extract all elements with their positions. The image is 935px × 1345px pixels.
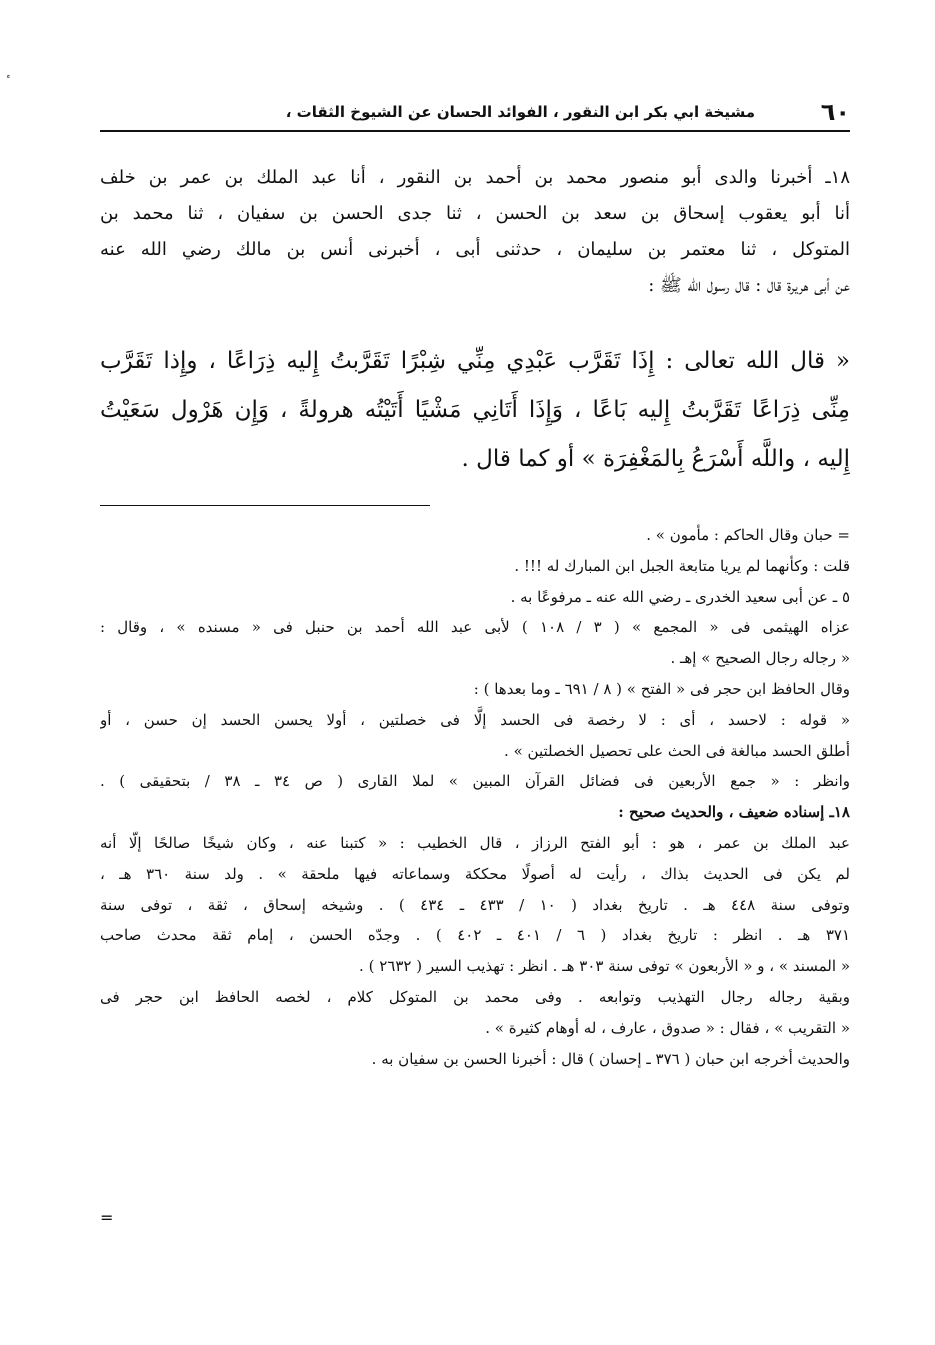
footnote-heading: ١٨ـ إسناده ضعيف ، والحديث صحيح :: [618, 803, 850, 822]
footnote-line: وبقية رجاله رجال التهذيب وتوابعه . وفى محمد بن المتوكل كلام ، لخصه الحافظ ابن حجر فى: [100, 987, 850, 1006]
footnote-line: « قوله : لاحسد ، أى : لا رخصة فى الحسد إلَّا فى خصلتين ، أولا يحسن الحسد إن حسن ، أو: [100, 710, 850, 729]
footnote-separator: [100, 505, 430, 506]
page-number: ٦٠: [820, 98, 850, 126]
main-text-line: المتوكل ، ثنا معتمر بن سليمان ، حدثنى أبى ، أخبرنى أنس بن مالك رضي الله عنه: [100, 239, 850, 260]
main-text: [100, 160, 850, 304]
footnote-line: عبد الملك بن عمر ، هو : أبو الفتح الرزاز ، قال الخطيب : « كتبنا عنه ، وكان شيخًا صالحًا إلّا أنه: [100, 833, 850, 852]
hadith-line: « قال الله تعالى : إِذَا تَقَرَّب عَبْدِي مِنِّي شِبْرًا تَقَرَّبتُ إِليه ذِرَاعًا ، وإِذا تَقَرَّب: [100, 348, 850, 374]
hadith-text: [100, 337, 850, 484]
main-text-line: أنا أبو يعقوب إسحاق بن سعد بن الحسن ، ثنا جدى الحسن بن سفيان ، ثنا محمد بن: [100, 203, 850, 224]
footnote-line: عزاه الهيثمى فى « المجمع » ( ٣ / ١٠٨ ) لأبى عبد الله أحمد بن حنبل فى « مسنده » ، وقال :: [100, 618, 850, 637]
continuation-mark: =: [100, 1208, 114, 1227]
footnote-line: لم يكن فى الحديث بذاك ، رأيت له أصولًا محككة وسماعاته فيها ملحقة » . ولد سنة ٣٦٠ هـ ،: [100, 864, 850, 883]
page-header: [100, 98, 850, 132]
footnotes: [100, 520, 850, 1074]
footnote-line: « المسند » ، و « الأربعون » توفى سنة ٣٠٣ هـ . انظر : تهذيب السير ( ٢٦٣٢ ) .: [359, 957, 850, 976]
footnote-line: « التقريب » ، فقال : « صدوق ، عارف ، له أوهام كثيرة » .: [485, 1018, 850, 1037]
footnote-line: « رجاله رجال الصحيح » إهـ .: [670, 649, 850, 668]
footnote-line: وتوفى سنة ٤٤٨ هـ . تاريخ بغداد ( ١٠ / ٤٣٣ ـ ٤٣٤ ) . وشيخه إسحاق ، ثقة ، توفى سنة: [100, 895, 850, 914]
footnote-line: والحديث أخرجه ابن حبان ( ٣٧٦ ـ إحسان ) قال : أخبرنا الحسن بن سفيان به .: [371, 1049, 850, 1068]
footnote-line: = حبان وقال الحاكم : مأمون » .: [646, 526, 850, 544]
footnote-line: أطلق الحسد مبالغة فى الحث على تحصيل الخصلتين » .: [504, 741, 850, 760]
main-text-line: ١٨ـ أخبرنا والدى أبو منصور محمد بن أحمد بن النقور ، أنا عبد الملك بن عمر بن خلف: [100, 167, 850, 188]
hadith-line: إِليه ، واللَّه أَسْرَعُ بِالمَغْفِرَة » أو كما قال .: [461, 446, 850, 472]
hadith-line: مِنِّى ذِرَاعًا تَقَرَّبتُ إِليه بَاعًا ، وَإِذَا أَتَانِي مَشْيًا أَتَيْتُه هرولةً ، وَإِن هَرْول سَعَيْتُ: [100, 397, 850, 423]
footnote-line: قلت : وكأنهما لم يريا متابعة الجبل ابن المبارك له !!! .: [514, 556, 850, 575]
footnote-line: ٥ ـ عن أبى سعيد الخدرى ـ رضي الله عنه ـ مرفوعًا به .: [510, 587, 850, 606]
footnote-line: وانظر : « جمع الأربعين فى فضائل القرآن المبين » لملا القارى ( ص ٣٤ ـ ٣٨ / بتحقيقى ) .: [100, 772, 850, 791]
main-text-line: عن أبى هريرة قال : قال رسول الله ﷺ :: [648, 275, 850, 296]
footnote-line: ٣٧١ هـ . انظر : تاريخ بغداد ( ٦ / ٤٠١ ـ ٤٠٢ ) . وجدّه الحسن ، إمام ثقة محدث صاحب: [100, 926, 850, 945]
running-title: مشيخة ابي بكر ابن النقور ، الفوائد الحسان عن الشيوخ الثقات ،: [285, 103, 755, 121]
footnote-line: وقال الحافظ ابن حجر فى « الفتح » ( ٨ / ٦٩١ ـ وما بعدها ) :: [473, 679, 850, 698]
